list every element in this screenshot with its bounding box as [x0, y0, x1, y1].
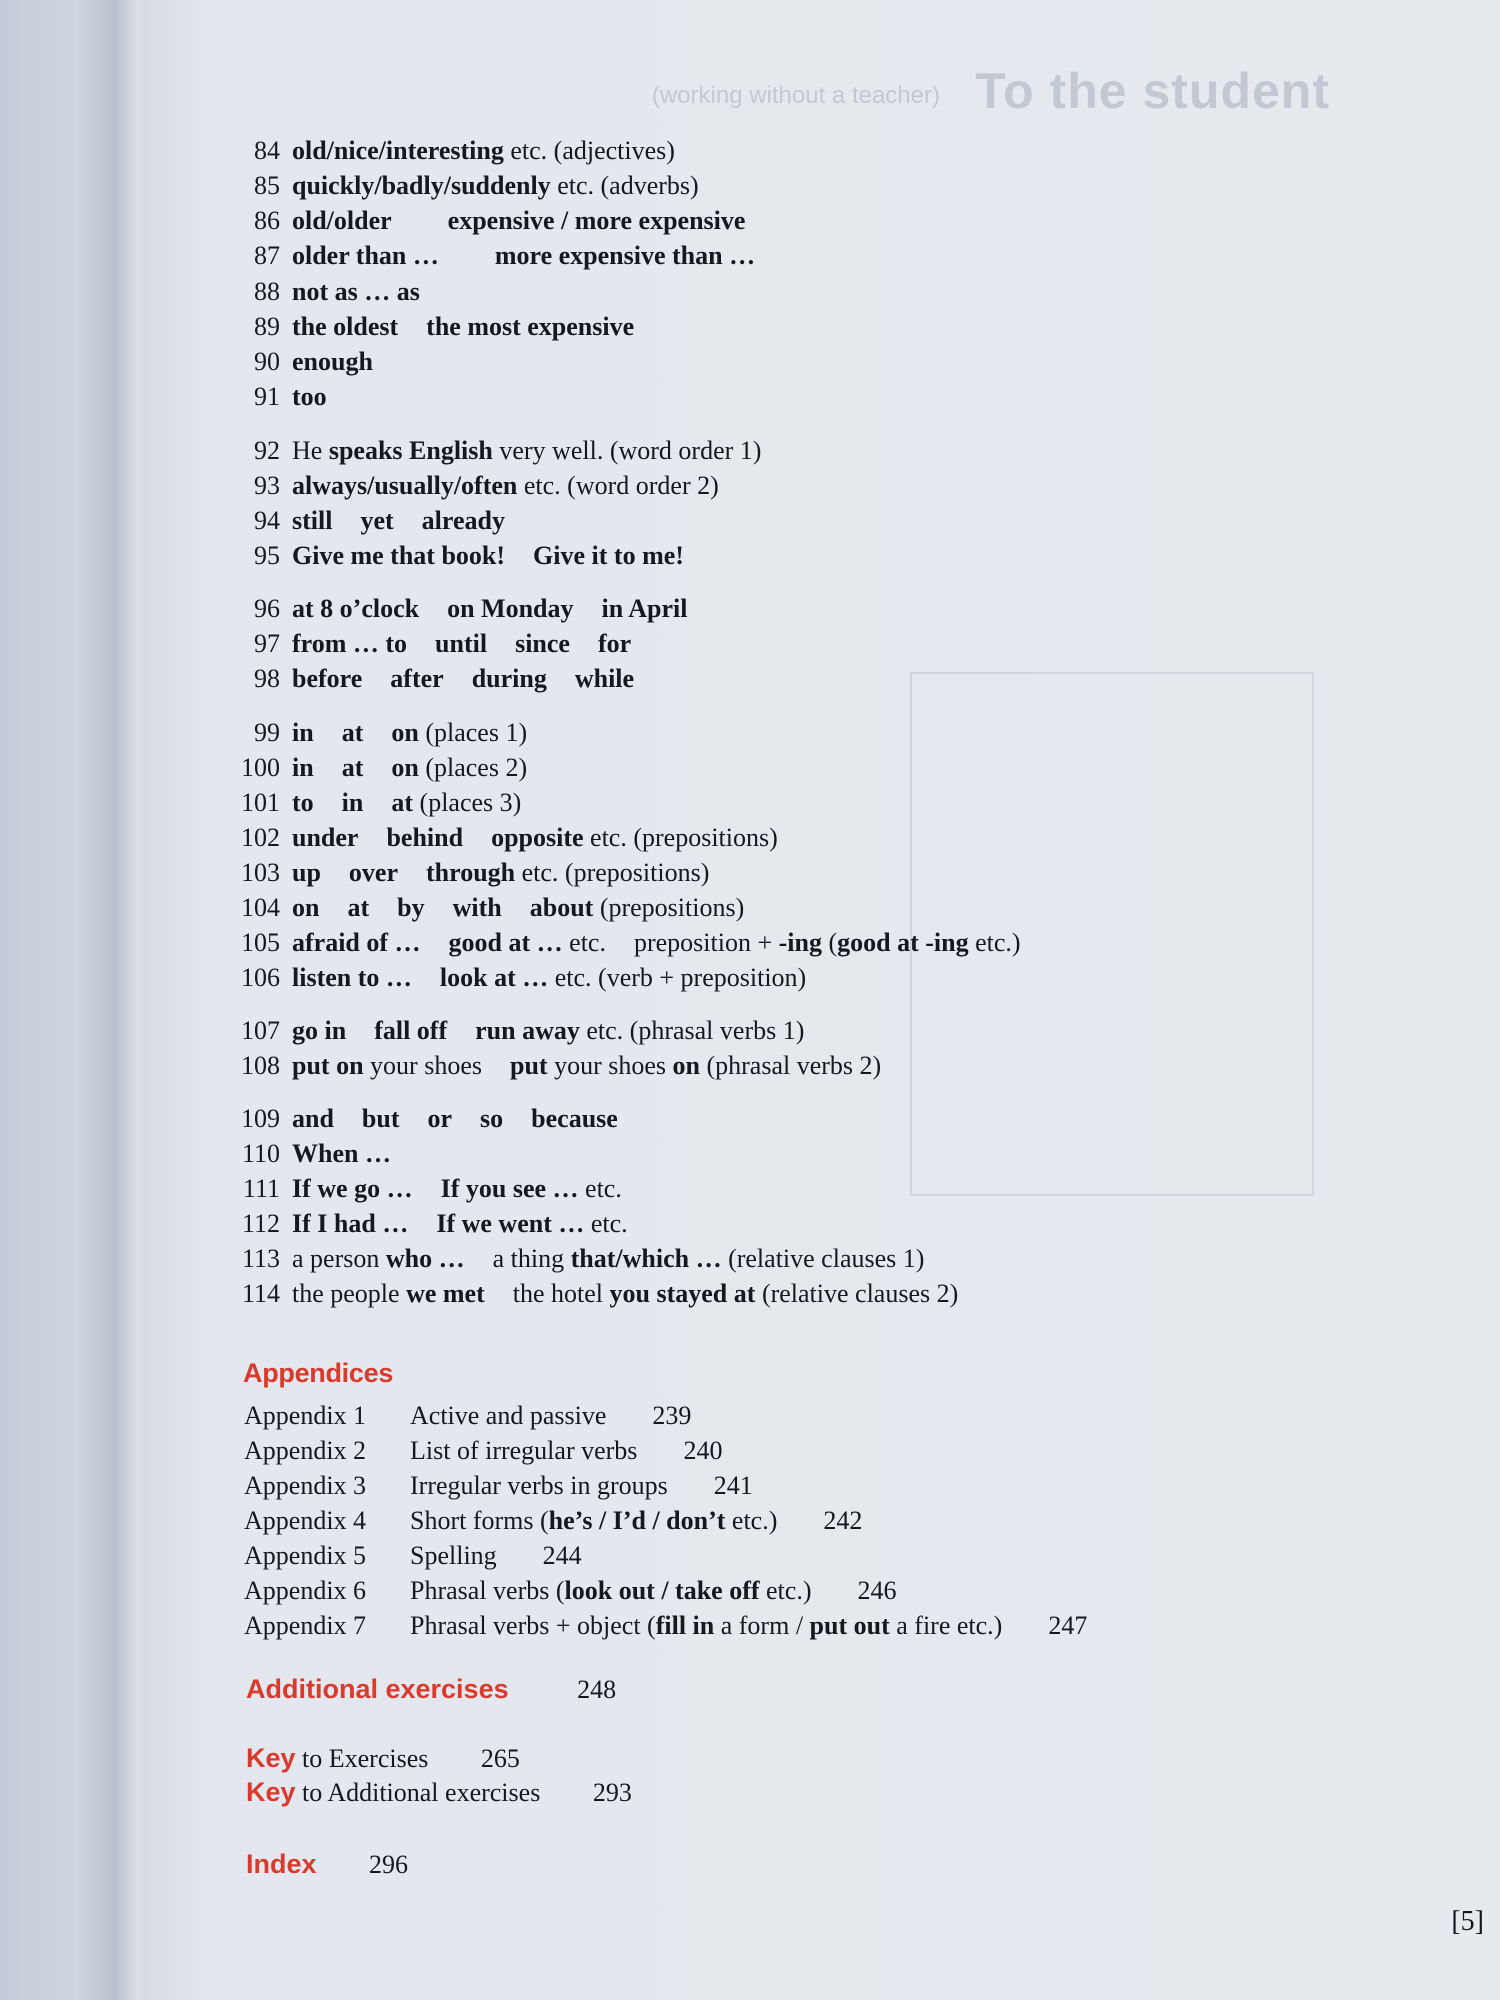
unit-entry: [228, 891, 744, 925]
unit-entry: [228, 961, 806, 995]
appendix-page: 241: [713, 1471, 753, 1500]
unit-text: in: [292, 718, 314, 747]
unit-text: listen to …: [292, 963, 412, 992]
unit-text: the oldest: [292, 312, 399, 341]
unit-text: about: [529, 893, 594, 922]
unit-number: 85: [254, 171, 280, 200]
unit-text: etc. (prepositions): [515, 858, 710, 887]
unit-text: since: [515, 629, 570, 658]
appendix-entry: [244, 1574, 896, 1608]
additional-exercises-page: 248: [577, 1675, 617, 1704]
unit-text: that/which …: [570, 1244, 722, 1273]
unit-text: Give it to me!: [533, 541, 684, 570]
unit-text: with: [452, 893, 502, 922]
unit-text: (relative clauses 2): [755, 1279, 959, 1308]
unit-text: during: [471, 664, 547, 693]
additional-exercises-entry: [246, 1672, 616, 1706]
unit-text: on: [391, 718, 419, 747]
unit-number: 92: [254, 436, 280, 465]
unit-text: through: [426, 858, 516, 887]
unit-text: speaks English: [328, 436, 493, 465]
unit-text: but: [361, 1104, 400, 1133]
unit-text: on: [292, 893, 320, 922]
show-through-subtitle: (working without a teacher): [651, 82, 940, 109]
unit-number: 95: [254, 541, 280, 570]
unit-text: good at -ing: [837, 928, 969, 957]
unit-text: who …: [385, 1244, 465, 1273]
unit-number: 112: [241, 1209, 280, 1238]
appendix-entry: [244, 1469, 753, 1503]
appendix-entry: [244, 1609, 1087, 1643]
unit-text: a thing: [492, 1244, 571, 1273]
unit-text: in: [292, 753, 314, 782]
unit-text: etc.: [578, 1174, 622, 1203]
unit-text: look at …: [439, 963, 549, 992]
appendix-title: etc.): [725, 1506, 778, 1535]
unit-entry: [228, 1049, 881, 1083]
unit-entry: [228, 627, 631, 661]
unit-entry: [228, 856, 709, 890]
appendix-label: Appendix 1: [244, 1401, 367, 1430]
unit-entry: [228, 1207, 628, 1241]
unit-text: etc. (verb + preposition): [548, 963, 807, 992]
unit-entry: [228, 751, 527, 785]
unit-text: your shoes: [363, 1051, 482, 1080]
show-through-title: To the student: [975, 63, 1330, 119]
unit-number: 113: [241, 1244, 280, 1273]
unit-text: after: [390, 664, 444, 693]
unit-entry: [228, 926, 1021, 960]
unit-entry: [228, 821, 778, 855]
unit-text: and: [292, 1104, 334, 1133]
appendix-title: look out / take off: [564, 1576, 760, 1605]
unit-text: from … to: [292, 629, 408, 658]
appendix-label: Appendix 7: [244, 1611, 367, 1640]
unit-number: 97: [254, 629, 280, 658]
unit-text: quickly/badly/suddenly: [292, 171, 551, 200]
key-additional-text: to Additional exercises: [295, 1778, 541, 1807]
additional-exercises-label: Additional exercises: [246, 1674, 509, 1704]
unit-text: more expensive than …: [494, 241, 756, 270]
unit-number: 90: [254, 347, 280, 376]
unit-entry: [228, 434, 761, 468]
unit-number: 89: [254, 312, 280, 341]
unit-number: 96: [254, 594, 280, 623]
unit-text: at: [341, 718, 364, 747]
appendix-entry: [244, 1399, 691, 1433]
unit-text: too: [292, 382, 327, 411]
unit-text: etc. (phrasal verbs 1): [579, 1016, 805, 1045]
unit-text: you stayed at: [609, 1279, 756, 1308]
unit-text: on: [391, 753, 419, 782]
unit-text: -ing: [778, 928, 822, 957]
unit-number: 105: [241, 928, 280, 957]
unit-entry: [228, 539, 684, 573]
unit-number: 86: [254, 206, 280, 235]
unit-text: the most expensive: [426, 312, 635, 341]
unit-number: 108: [241, 1051, 280, 1080]
unit-number: 98: [254, 664, 280, 693]
unit-text: opposite: [491, 823, 584, 852]
unit-text: at: [347, 893, 370, 922]
unit-text: When …: [292, 1139, 391, 1168]
unit-text: yet: [360, 506, 394, 535]
unit-number: 100: [241, 753, 280, 782]
unit-text: your shoes: [547, 1051, 673, 1080]
appendix-entry: [244, 1434, 722, 1468]
unit-entry: [228, 1242, 924, 1276]
unit-text: always/usually/often: [292, 471, 518, 500]
unit-text: If we went …: [436, 1209, 585, 1238]
unit-text: etc.: [562, 928, 606, 957]
index-entry: [246, 1847, 408, 1881]
appendix-title: etc.): [759, 1576, 812, 1605]
unit-text: He: [292, 436, 329, 465]
unit-text: put on: [292, 1051, 364, 1080]
key-label: Key: [246, 1743, 296, 1773]
unit-text: the hotel: [512, 1279, 610, 1308]
appendix-title: he’s / I’d / don’t: [548, 1506, 726, 1535]
appendix-label: Appendix 2: [244, 1436, 367, 1465]
unit-entry: [228, 592, 688, 626]
appendix-title: List of irregular verbs: [410, 1436, 638, 1465]
unit-text: etc. (adjectives): [503, 136, 675, 165]
key-additional-page: 293: [592, 1778, 632, 1807]
key-exercises-text: to Exercises: [295, 1744, 429, 1773]
appendix-page: 246: [857, 1576, 897, 1605]
unit-text: Give me that book!: [292, 541, 506, 570]
unit-number: 84: [254, 136, 280, 165]
unit-text: etc. (prepositions): [583, 823, 778, 852]
appendix-entry: [244, 1504, 862, 1538]
appendix-title: Phrasal verbs (: [410, 1576, 565, 1605]
unit-text: afraid of …: [292, 928, 421, 957]
unit-text: the people: [292, 1279, 407, 1308]
unit-entry: [228, 310, 634, 344]
key-label: Key: [246, 1777, 296, 1807]
unit-entry: [228, 786, 521, 820]
key-exercises-page: 265: [480, 1744, 520, 1773]
unit-entry: [228, 345, 373, 379]
unit-number: 99: [254, 718, 280, 747]
unit-text: good at …: [448, 928, 563, 957]
unit-number: 110: [241, 1139, 280, 1168]
unit-number: 102: [241, 823, 280, 852]
unit-text: If I had …: [292, 1209, 409, 1238]
unit-text: on: [672, 1051, 700, 1080]
index-label: Index: [246, 1849, 317, 1879]
unit-number: 103: [241, 858, 280, 887]
appendix-page: 240: [683, 1436, 723, 1465]
appendix-entry: [244, 1539, 582, 1573]
appendix-label: Appendix 3: [244, 1471, 367, 1500]
unit-text: (: [821, 928, 838, 957]
unit-text: etc.): [968, 928, 1021, 957]
unit-entry: [228, 716, 527, 750]
unit-text: (prepositions): [593, 893, 745, 922]
unit-text: before: [292, 664, 363, 693]
unit-text: for: [597, 629, 632, 658]
unit-entry: [228, 504, 505, 538]
unit-text: because: [531, 1104, 618, 1133]
appendix-title: a form /: [714, 1611, 810, 1640]
unit-entry: [228, 662, 634, 696]
appendix-label: Appendix 6: [244, 1576, 367, 1605]
unit-text: preposition +: [633, 928, 779, 957]
unit-text: etc. (adverbs): [550, 171, 699, 200]
unit-text: very well. (word order 1): [492, 436, 762, 465]
unit-entry: [228, 1102, 618, 1136]
appendix-title: Short forms (: [410, 1506, 549, 1535]
unit-text: old/nice/interesting: [292, 136, 504, 165]
index-page: 296: [369, 1850, 409, 1879]
unit-text: in April: [601, 594, 688, 623]
unit-text: to: [292, 788, 314, 817]
unit-text: in: [341, 788, 364, 817]
unit-text: we met: [406, 1279, 485, 1308]
appendices-heading: Appendices: [243, 1358, 394, 1388]
unit-text: over: [348, 858, 399, 887]
unit-text: etc.: [584, 1209, 628, 1238]
unit-text: (phrasal verbs 2): [699, 1051, 882, 1080]
unit-text: go in: [292, 1016, 347, 1045]
unit-text: on Monday: [447, 594, 574, 623]
unit-text: run away: [475, 1016, 580, 1045]
unit-text: expensive / more expensive: [447, 206, 746, 235]
key-additional-entry: [246, 1775, 632, 1809]
unit-number: 91: [254, 382, 280, 411]
unit-text: under: [292, 823, 359, 852]
unit-entry: [228, 275, 420, 309]
unit-text: If you see …: [440, 1174, 579, 1203]
appendix-title: Phrasal verbs + object (: [410, 1611, 656, 1640]
appendix-label: Appendix 4: [244, 1506, 367, 1535]
unit-text: up: [292, 858, 321, 887]
unit-text: If we go …: [292, 1174, 413, 1203]
key-exercises-entry: [246, 1741, 520, 1775]
unit-text: still: [292, 506, 333, 535]
unit-text: put: [509, 1051, 548, 1080]
unit-number: 111: [242, 1174, 280, 1203]
unit-entry: [228, 1172, 622, 1206]
unit-text: behind: [386, 823, 464, 852]
unit-number: 104: [241, 893, 280, 922]
unit-entry: [228, 169, 699, 203]
appendix-title: Spelling: [410, 1541, 497, 1570]
unit-number: 87: [254, 241, 280, 270]
unit-text: (places 3): [413, 788, 522, 817]
unit-text: older than …: [292, 241, 439, 270]
unit-number: 101: [241, 788, 280, 817]
unit-entry: [228, 239, 755, 273]
unit-text: old/older: [292, 206, 392, 235]
appendix-page: 247: [1048, 1611, 1088, 1640]
unit-text: by: [397, 893, 425, 922]
unit-text: until: [435, 629, 488, 658]
unit-text: while: [574, 664, 635, 693]
unit-text: at 8 o’clock: [292, 594, 420, 623]
appendix-label: Appendix 5: [244, 1541, 367, 1570]
appendix-title: a fire etc.): [889, 1611, 1003, 1640]
unit-text: etc. (word order 2): [517, 471, 719, 500]
unit-text: at: [391, 788, 414, 817]
appendix-title: put out: [809, 1611, 890, 1640]
unit-text: enough: [292, 347, 373, 376]
unit-number: 94: [254, 506, 280, 535]
unit-entry: [228, 134, 675, 168]
unit-entry: [228, 204, 745, 238]
unit-text: at: [341, 753, 364, 782]
page-number: [5]: [1451, 1906, 1484, 1937]
appendix-page: 244: [542, 1541, 582, 1570]
unit-number: 107: [241, 1016, 280, 1045]
unit-number: 106: [241, 963, 280, 992]
unit-text: (relative clauses 1): [721, 1244, 925, 1273]
unit-text: already: [421, 506, 505, 535]
unit-text: so: [480, 1104, 504, 1133]
unit-text: (places 1): [418, 718, 528, 747]
unit-text: not as … as: [292, 277, 420, 306]
unit-entry: [228, 1137, 391, 1171]
unit-number: 88: [254, 277, 280, 306]
appendix-page: 239: [652, 1401, 692, 1430]
unit-number: 109: [241, 1104, 280, 1133]
unit-text: fall off: [374, 1016, 448, 1045]
unit-text: a person: [292, 1244, 386, 1273]
unit-number: 114: [241, 1279, 280, 1308]
unit-entry: [228, 380, 327, 414]
unit-entry: [228, 1014, 804, 1048]
unit-number: 93: [254, 471, 280, 500]
appendix-title: Active and passive: [410, 1401, 607, 1430]
appendix-title: Irregular verbs in groups: [410, 1471, 668, 1500]
unit-text: (places 2): [418, 753, 528, 782]
unit-entry: [228, 469, 719, 503]
unit-text: or: [427, 1104, 453, 1133]
appendix-title: fill in: [655, 1611, 715, 1640]
unit-entry: [228, 1277, 958, 1311]
appendix-page: 242: [823, 1506, 863, 1535]
